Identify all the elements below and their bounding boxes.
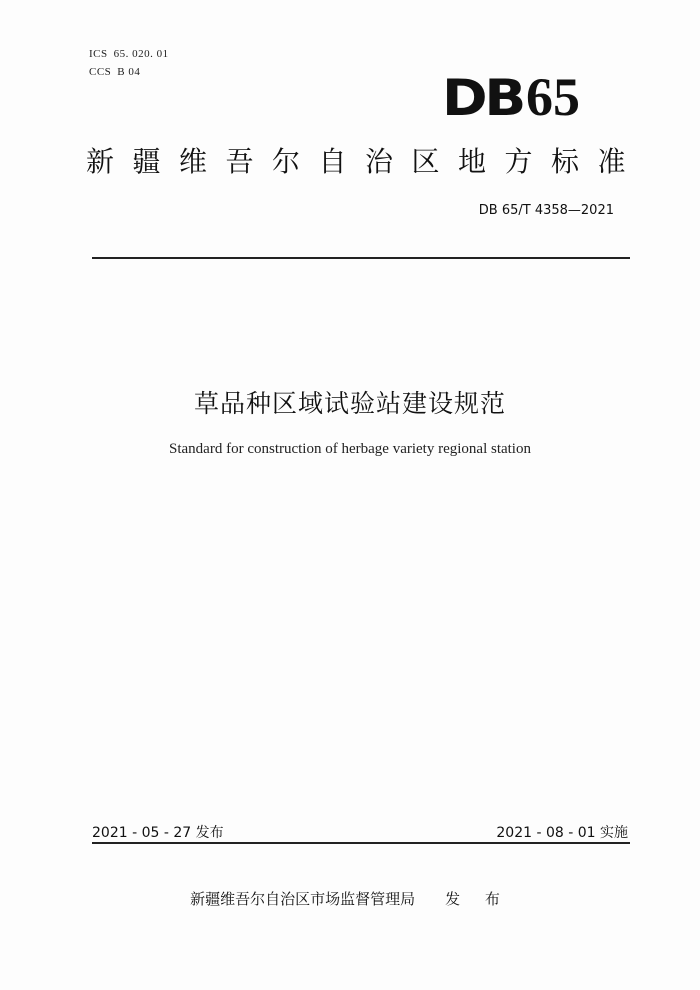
ccs-value: B 04 xyxy=(117,66,141,78)
standard-category: 新疆维吾尔自治区地方标准 xyxy=(86,145,645,178)
db-logo-letters: DB xyxy=(442,69,524,127)
document-title-english: Standard for construction of herbage variety regional station xyxy=(169,441,531,457)
publisher-name: 新疆维吾尔自治区市场监督管理局 xyxy=(190,890,416,908)
publisher-action: 发 布 xyxy=(445,890,510,908)
document-title-chinese: 草品种区域试验站建设规范 xyxy=(193,389,506,418)
issue-date: 2021 - 05 - 27 发布 xyxy=(92,825,224,841)
implementation-date: 2021 - 08 - 01 实施 xyxy=(496,825,628,841)
ccs-code xyxy=(89,66,140,78)
ics-value: 65. 020. 01 xyxy=(113,48,169,60)
ics-label: ICS xyxy=(89,48,108,60)
bottom-divider xyxy=(92,842,630,844)
db-logo xyxy=(442,67,580,127)
publisher-line xyxy=(0,888,700,909)
db-logo-number: 65 xyxy=(526,67,580,127)
ics-code xyxy=(89,48,169,60)
ccs-label: CCS xyxy=(89,66,112,78)
standard-number: DB 65/T 4358—2021 xyxy=(478,203,614,218)
top-divider xyxy=(92,257,630,259)
